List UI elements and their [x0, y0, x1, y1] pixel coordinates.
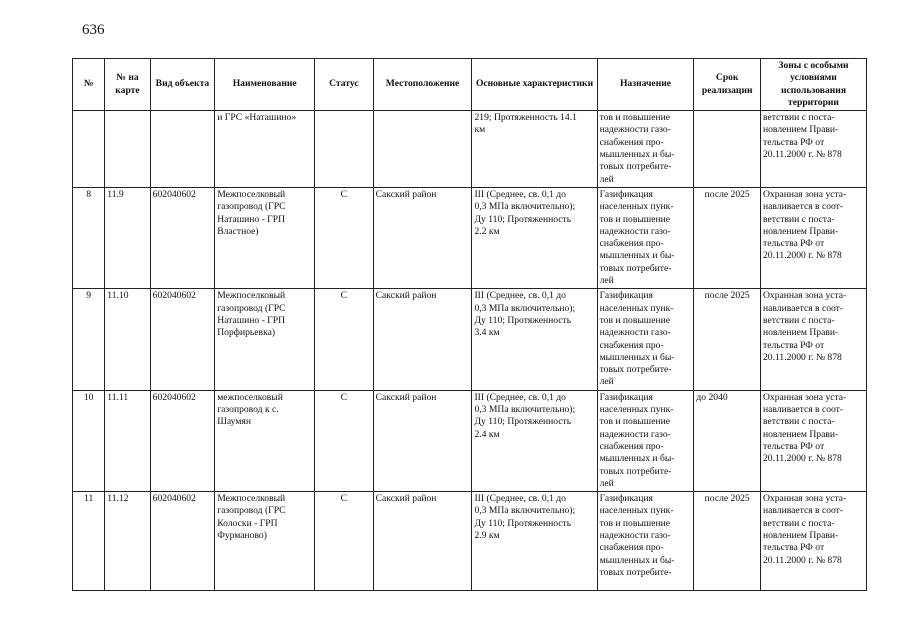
cell-purpose: Газификация населенных пунк- тов и повышение надежности газо- снабжения про- мышленных и бы- товых потребите- лей	[597, 187, 694, 288]
cell-map-number	[105, 111, 150, 188]
header-status: Статус	[315, 59, 374, 111]
gas-pipeline-table	[72, 58, 867, 591]
cell-location	[373, 111, 472, 188]
cell-map-number: 11.9	[105, 187, 150, 288]
cell-status: С	[315, 390, 374, 491]
cell-purpose: тов и повышение надежности газо- снабжения про- мышленных и бы- товых потребите- лей	[597, 111, 694, 188]
cell-term	[694, 111, 761, 188]
cell-number	[73, 111, 105, 188]
table-header-row	[73, 59, 867, 111]
cell-zones: ветствии с поста- новлением Прави- тельства РФ от 20.11.2000 г. № 878	[761, 111, 867, 188]
cell-term: после 2025	[694, 289, 761, 390]
cell-characteristics: 219; Протяженность 14.1 км	[472, 111, 597, 188]
cell-characteristics: III (Среднее, св. 0,1 до 0,3 МПа включительно); Ду 110; Протяженность 2.9 км	[472, 492, 597, 591]
cell-status	[315, 111, 374, 188]
header-number: №	[73, 59, 105, 111]
header-purpose: Назначение	[597, 59, 694, 111]
cell-name: Межпоселковый газопровод (ГРС Колоски - ГРП Фурманово)	[215, 492, 315, 591]
cell-zones: Охранная зона уста- навливается в соот- ветствии с поста- новлением Прави- тельства РФ от 20.11.2000 г. № 878	[761, 390, 867, 491]
cell-map-number: 11.11	[105, 390, 150, 491]
header-zones: Зоны с особыми условиями использования территории	[761, 59, 867, 111]
table-row	[73, 390, 867, 491]
header-name: Наименование	[215, 59, 315, 111]
header-term: Срок реализации	[694, 59, 761, 111]
cell-term: до 2040	[694, 390, 761, 491]
cell-location: Сакский район	[373, 289, 472, 390]
cell-number: 8	[73, 187, 105, 288]
cell-status: С	[315, 289, 374, 390]
cell-map-number: 11.12	[105, 492, 150, 591]
cell-status: С	[315, 492, 374, 591]
table-row	[73, 492, 867, 591]
cell-purpose: Газификация населенных пунк- тов и повышение надежности газо- снабжения про- мышленных и бы- товых потребите- лей	[597, 390, 694, 491]
cell-object-type	[150, 111, 215, 188]
cell-zones: Охранная зона уста- навливается в соот- ветствии с поста- новлением Прави- тельства РФ от 20.11.2000 г. № 878	[761, 289, 867, 390]
header-characteristics: Основные характеристики	[472, 59, 597, 111]
cell-characteristics: III (Среднее, св. 0,1 до 0,3 МПа включительно); Ду 110; Протяженность 2.4 км	[472, 390, 597, 491]
cell-name: межпоселковый газопровод к с. Шаумян	[215, 390, 315, 491]
header-map-number: № на карте	[105, 59, 150, 111]
table-row	[73, 187, 867, 288]
header-object-type: Вид объекта	[150, 59, 215, 111]
cell-name: и ГРС «Наташино»	[215, 111, 315, 188]
cell-location: Сакский район	[373, 390, 472, 491]
cell-location: Сакский район	[373, 492, 472, 591]
cell-object-type: 602040602	[150, 390, 215, 491]
cell-term: после 2025	[694, 492, 761, 591]
cell-object-type: 602040602	[150, 187, 215, 288]
cell-name: Межпоселковый газопровод (ГРС Наташино - ГРП Властное)	[215, 187, 315, 288]
cell-number: 10	[73, 390, 105, 491]
cell-location: Сакский район	[373, 187, 472, 288]
cell-zones: Охранная зона уста- навливается в соот- ветствии с поста- новлением Прави- тельства РФ от 20.11.2000 г. № 878	[761, 492, 867, 591]
table-row	[73, 111, 867, 188]
cell-name: Межпоселковый газопровод (ГРС Наташино - ГРП Порфирьевка)	[215, 289, 315, 390]
table-row	[73, 289, 867, 390]
cell-map-number: 11.10	[105, 289, 150, 390]
cell-purpose: Газификация населенных пунк- тов и повышение надежности газо- снабжения про- мышленных и бы- товых потребите- лей	[597, 289, 694, 390]
cell-zones: Охранная зона уста- навливается в соот- ветствии с поста- новлением Прави- тельства РФ от 20.11.2000 г. № 878	[761, 187, 867, 288]
cell-term: после 2025	[694, 187, 761, 288]
page-number: 636	[82, 22, 105, 38]
cell-object-type: 602040602	[150, 492, 215, 591]
cell-number: 11	[73, 492, 105, 591]
header-location: Местоположение	[373, 59, 472, 111]
cell-characteristics: III (Среднее, св. 0,1 до 0,3 МПа включительно); Ду 110; Протяженность 2.2 км	[472, 187, 597, 288]
cell-object-type: 602040602	[150, 289, 215, 390]
cell-status: С	[315, 187, 374, 288]
cell-purpose: Газификация населенных пунк- тов и повышение надежности газо- снабжения про- мышленных и бы- товых потребите-	[597, 492, 694, 591]
cell-number: 9	[73, 289, 105, 390]
cell-characteristics: III (Среднее, св. 0,1 до 0,3 МПа включительно); Ду 110; Протяженность 3.4 км	[472, 289, 597, 390]
